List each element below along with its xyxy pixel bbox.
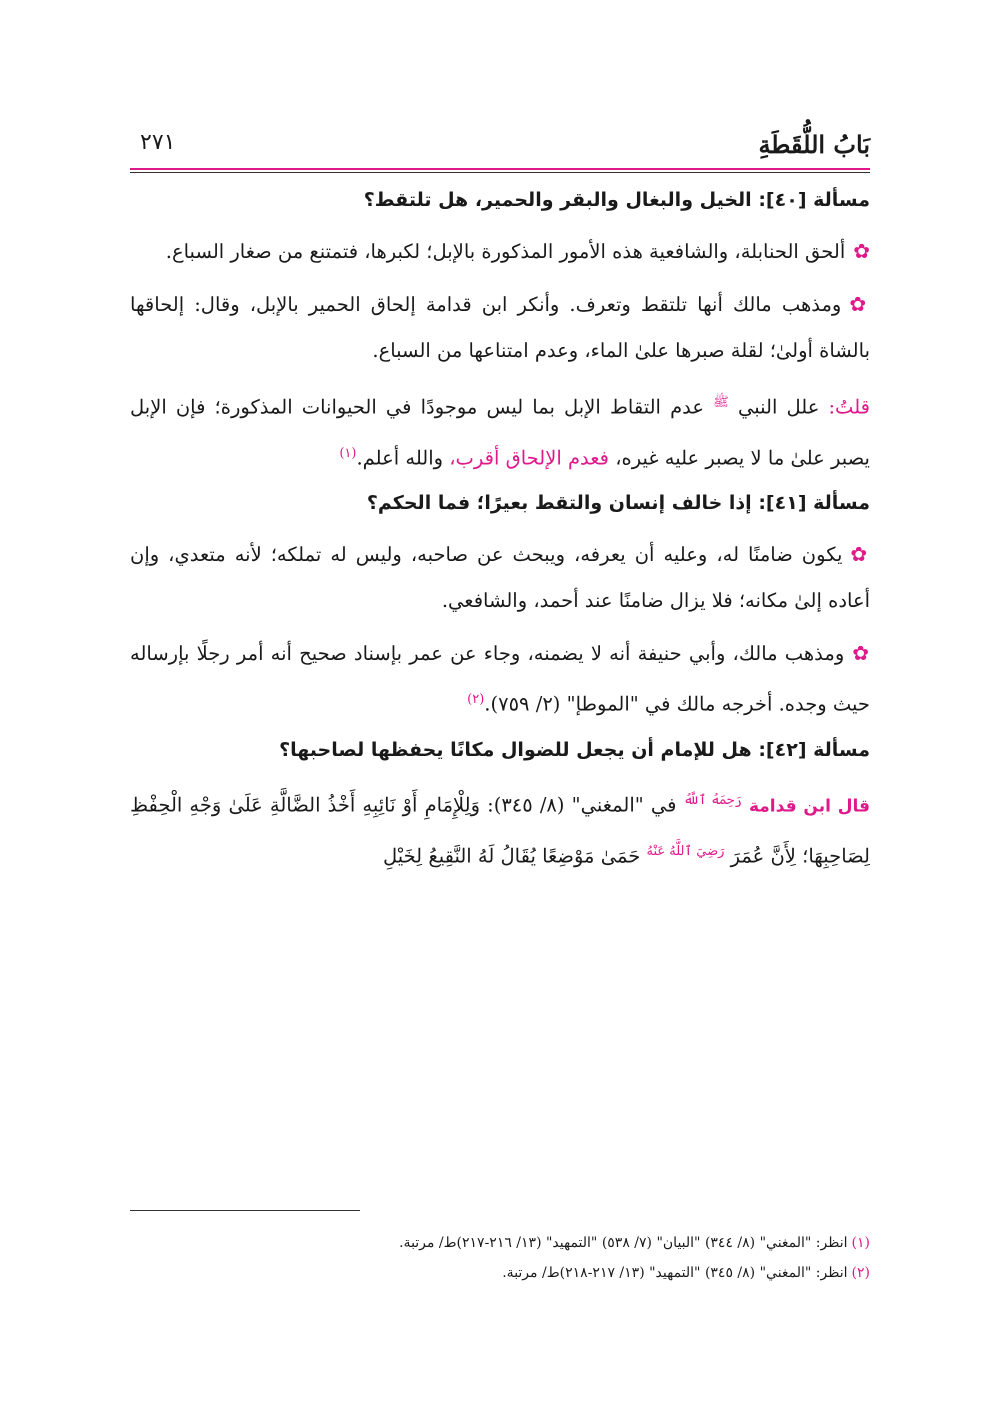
footnote-ref-2[interactable]: (٢) — [467, 692, 485, 707]
question-42-heading — [130, 736, 870, 764]
question-41-heading — [130, 489, 870, 517]
q40-paragraph-1: ✿ألحق الحنابلة، والشافعية هذه الأمور المذكورة بالإبل؛ لكبرها، فتمتنع من صغار السباع. — [165, 239, 870, 263]
q41-paragraph-2: ✿ومذهب مالك، وأبي حنيفة أنه لا يضمنه، وجاء عن عمر بإسناد صحيح أنه أمر رجلًا بإرساله حيث وجده. أخرجه مالك في "الموطإ" (٢/ ٧٥٩).$^{(٢)}$ — [130, 641, 870, 716]
footnote-number: (٢) — [851, 1265, 870, 1281]
conclusion-highlight: فعدم الإلحاق أقرب، — [449, 446, 609, 469]
footnote-ref-1[interactable]: (١) — [339, 445, 357, 461]
radiallahu-icon: رَضِيَ ٱللَّهُ عَنْهُ — [646, 844, 725, 859]
footnote-rule — [130, 1210, 360, 1211]
main-content — [130, 178, 870, 880]
footnote-text: انظر: "المغني" (٨/ ٣٤٥) "التمهيد" (١٣/ ٢١٧-٢١٨)ط/ مرتبة. — [502, 1265, 848, 1281]
flower-bullet-icon: ✿ — [852, 641, 870, 665]
q42-quote-paragraph: قال ابن قدامة $^{رَحِمَهُ ٱللَّهُ}$ في "المغني" (٨/ ٣٤٥): وَلِلْإِمَامِ أَوْ نَائِبِهِ أَخْذُ الضَّالَّةِ عَلَىٰ وَجْهِ الْحِفْظِ لِصَاحِبِهَا؛ لِأَنَّ عُمَرَ $^{رَضِيَ ٱللَّهُ عَنْهُ}$ حَمَىٰ مَوْضِعًا يُقَالُ لَهُ النَّقِيعُ لِخَيْلِ — [130, 792, 870, 868]
quoted-scholar: قال ابن قدامة — [748, 796, 870, 816]
page-number: ٢٧١ — [140, 130, 176, 155]
question-label: مسألة [٤٢]: — [758, 738, 870, 761]
question-title: الخيل والبغال والبقر والحمير، هل تلتقط؟ — [363, 189, 752, 211]
q41-paragraph-1: ✿يكون ضامنًا له، وعليه أن يعرفه، ويبحث عن صاحبه، وليس له تملكه؛ لأنه متعدي، وإن أعاده إلىٰ مكانه؛ فلا يزال ضامنًا عند أحمد، والشافعي. — [130, 542, 870, 612]
footnotes — [130, 1228, 870, 1288]
question-40-heading — [130, 186, 870, 214]
flower-bullet-icon: ✿ — [850, 542, 870, 566]
running-header — [130, 130, 870, 160]
chapter-title: بَابُ اللُّقَطَةِ — [758, 130, 870, 159]
q40-paragraph-2: ✿ومذهب مالك أنها تلتقط وتعرف. وأنكر ابن قدامة إلحاق الحمير بالإبل، وقال: إلحاقها بالشاة أولىٰ؛ لقلة صبرها علىٰ الماء، وعدم امتناعها من السباع. — [130, 292, 870, 362]
footnote-text: انظر: "المغني" (٨/ ٣٤٤) "البيان" (٧/ ٥٣٨) "التمهيد" (١٣/ ٢١٦-٢١٧)ط/ مرتبة. — [399, 1235, 848, 1251]
footnote-number: (١) — [851, 1235, 870, 1251]
rahimahullah-icon: رَحِمَهُ ٱللَّهُ — [683, 792, 742, 808]
question-title: هل للإمام أن يجعل للضوال مكانًا يحفظها لصاحبها؟ — [279, 738, 752, 761]
q40-paragraph-3: قلتُ: علل النبي $^ﷺ$ عدم التقاط الإبل بما ليس موجودًا في الحيوانات المذكورة؛ فإن الإبل يصبر علىٰ ما لا يصبر عليه غيره، فعدم الإلحاق أقرب، والله أعلم.$^{(١)}$ — [130, 395, 870, 469]
footnote-2 — [130, 1258, 870, 1288]
question-label: مسألة [٤١]: — [758, 492, 870, 514]
book-page — [130, 0, 870, 1418]
flower-bullet-icon: ✿ — [853, 239, 870, 263]
salawat-icon: ﷺ — [713, 395, 729, 410]
question-label: مسألة [٤٠]: — [758, 189, 870, 211]
header-rule — [130, 172, 870, 173]
question-title: إذا خالف إنسان والتقط بعيرًا؛ فما الحكم؟ — [366, 492, 752, 514]
footnote-1 — [130, 1228, 870, 1258]
header-rule-accent — [130, 168, 870, 170]
author-note-label: قلتُ: — [828, 395, 870, 419]
flower-bullet-icon: ✿ — [849, 292, 870, 316]
